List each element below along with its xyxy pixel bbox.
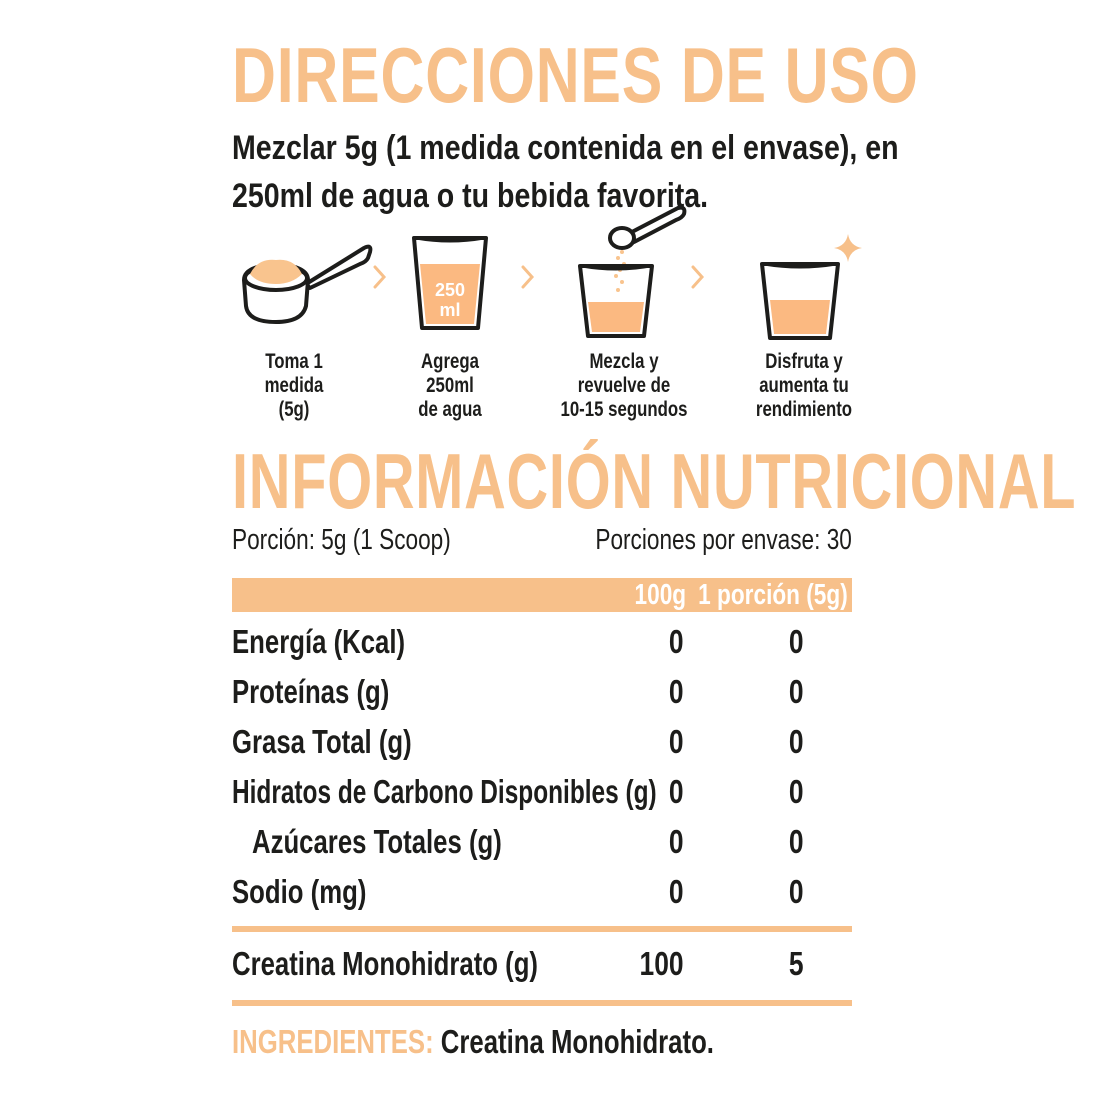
ingredients (232, 1022, 850, 1062)
step-1-label: Toma 1 medida (5g) (264, 350, 324, 421)
creatine-row-label: Creatina Monohidrato (g) (232, 945, 539, 982)
creatine-cell-portion: 5 (788, 945, 804, 982)
chevron-right-icon (520, 264, 536, 290)
ingredients-value: Creatina Monohidrato. (433, 1023, 714, 1060)
step-2-label: Agrega 250ml de agua (418, 350, 482, 421)
glass-text-2: ml (439, 300, 461, 320)
table-cell-100g: 0 (668, 873, 684, 910)
table-row-label: Grasa Total (g) (232, 723, 412, 760)
table-row-label: Azúcares Totales (g) (252, 823, 502, 860)
step-4-label: Disfruta y aumenta tu rendimiento (755, 350, 853, 421)
table-bottom-rule (232, 1000, 852, 1006)
column-header-portion: 1 porción (5g) (698, 579, 848, 611)
step-3-label: Mezcla y revuelve de 10-15 segundos (560, 350, 688, 421)
table-cell-portion: 0 (788, 723, 804, 760)
table-row-label: Energía (Kcal) (232, 623, 406, 660)
table-row-label: Proteínas (g) (232, 673, 390, 710)
table-row-label: Sodio (mg) (232, 873, 367, 910)
table-cell-portion: 0 (788, 673, 804, 710)
creatine-cell-100g: 100 (639, 945, 685, 982)
table-cell-100g: 0 (668, 673, 684, 710)
glass-water-icon (408, 230, 492, 334)
table-cell-portion: 0 (788, 623, 804, 660)
glass-text-1: 250 (434, 280, 466, 300)
portions-per-container: Porciones por envase: 30 (595, 524, 852, 556)
table-row-label: Hidratos de Carbono Disponibles (g) (232, 773, 657, 810)
pour-scoop-glass-icon (576, 204, 688, 340)
sparkle-glass-icon (758, 230, 868, 342)
table-cell-portion: 0 (788, 823, 804, 860)
table-cell-portion: 0 (788, 773, 804, 810)
table-cell-100g: 0 (668, 773, 684, 810)
directions-intro-line2: 250ml de agua o tu bebida favorita. (232, 177, 709, 215)
chevron-right-icon (372, 264, 388, 290)
table-divider (232, 926, 852, 932)
column-header-100g: 100g (634, 579, 686, 611)
table-cell-portion: 0 (788, 873, 804, 910)
portion-size: Porción: 5g (1 Scoop) (232, 524, 451, 556)
chevron-right-icon (690, 264, 706, 290)
directions-intro-line1: Mezclar 5g (1 medida contenida en el envase), en (232, 129, 899, 167)
table-cell-100g: 0 (668, 723, 684, 760)
directions-title: DIRECCIONES DE USO (232, 31, 919, 119)
table-cell-100g: 0 (668, 823, 684, 860)
scoop-icon (236, 236, 376, 328)
nutrition-title: INFORMACIÓN NUTRICIONAL (232, 437, 1077, 525)
ingredients-label: INGREDIENTES: (232, 1023, 434, 1060)
table-cell-100g: 0 (668, 623, 684, 660)
